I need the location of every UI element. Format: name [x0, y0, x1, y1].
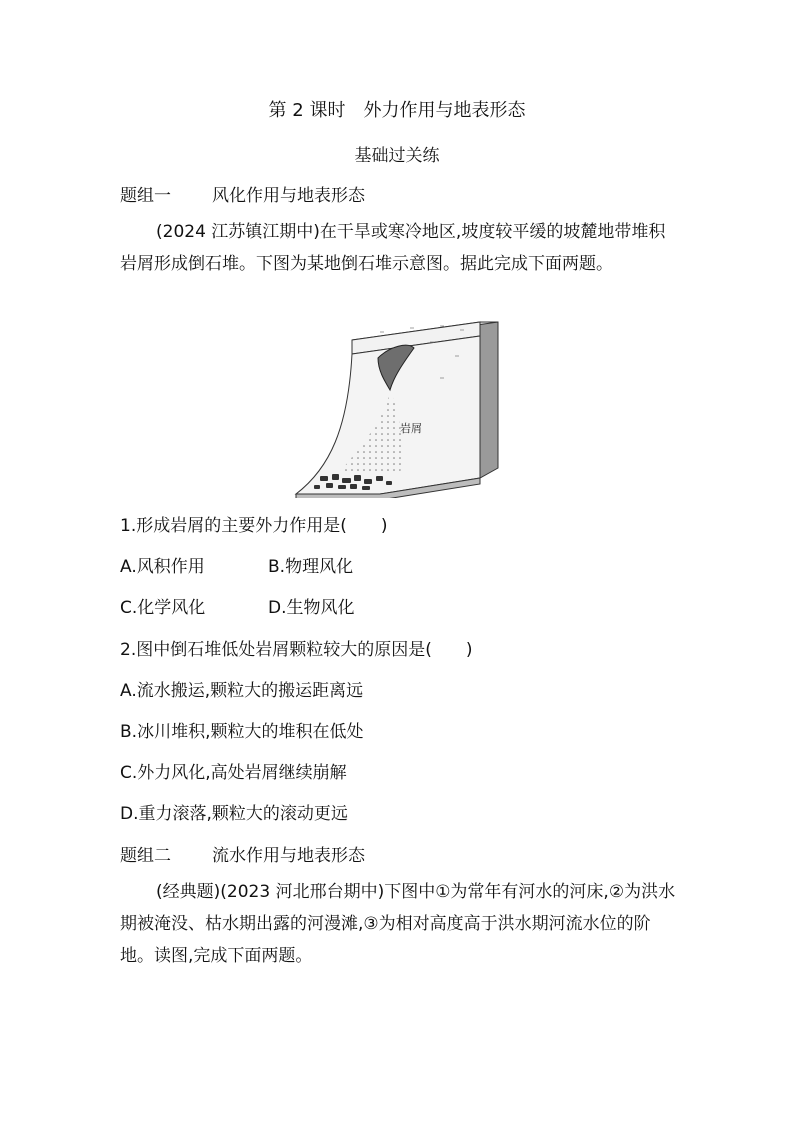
q2-option-c[interactable]: C.外力风化,高处岩屑继续崩解: [120, 763, 347, 783]
intro-paragraph-1: (2024 江苏镇江期中)在干旱或寒冷地区,坡度较平缓的坡麓地带堆积岩屑形成倒石堆。下图为某地倒石堆示意图。据此完成下面两题。: [120, 222, 666, 274]
q1-option-c[interactable]: C.化学风化: [120, 598, 206, 618]
talus-figure: [290, 318, 502, 498]
question-group-2-heading: [120, 841, 365, 866]
talus-diagram: [290, 318, 502, 498]
intro-paragraph-2: (经典题)(2023 河北邢台期中)下图中①为常年有河水的河床,②为洪水期被淹没、枯水期出露的河漫滩,③为相对高度高于洪水期河流水位的阶地。读图,完成下面两题。: [120, 882, 676, 966]
question-group-1-heading: [120, 181, 365, 206]
q1-option-d[interactable]: D.生物风化: [268, 598, 355, 618]
q1-option-b[interactable]: B.物理风化: [268, 557, 354, 577]
q2-option-a[interactable]: A.流水搬运,颗粒大的搬运距离远: [120, 681, 364, 701]
lesson-title: 第 2 课时 外力作用与地表形态: [268, 100, 526, 121]
q2-option-d[interactable]: D.重力滚落,颗粒大的滚动更远: [120, 804, 348, 824]
q1-option-a[interactable]: A.风积作用: [120, 557, 205, 577]
debris-label: 岩屑: [400, 422, 422, 435]
section-subtitle: 基础过关练: [354, 146, 440, 166]
question-1-options-row-1: [120, 552, 353, 577]
question-1-stem: 1.形成岩屑的主要外力作用是( ): [120, 516, 388, 536]
group-2-topic: 流水作用与地表形态: [212, 846, 365, 866]
group-1-label: 题组一: [120, 186, 171, 206]
group-2-label: 题组二: [120, 846, 171, 866]
q2-option-b[interactable]: B.冰川堆积,颗粒大的堆积在低处: [120, 722, 364, 742]
group-1-topic: 风化作用与地表形态: [212, 186, 365, 206]
question-1-options-row-2: [120, 593, 355, 618]
question-2-stem: 2.图中倒石堆低处岩屑颗粒较大的原因是( ): [120, 640, 473, 660]
